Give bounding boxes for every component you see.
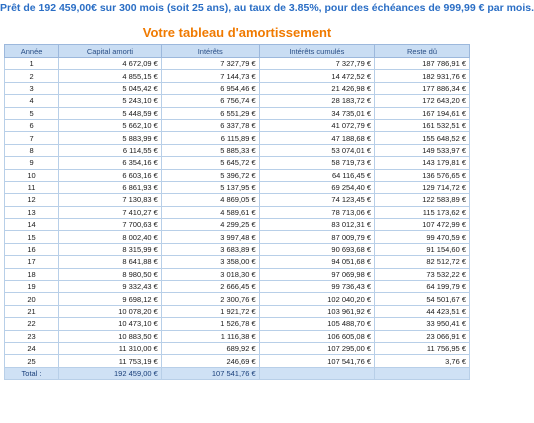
cell-year: 23 <box>5 330 59 342</box>
cell-remaining: 161 532,51 € <box>375 119 470 131</box>
cell-cumulative-interest: 47 188,68 € <box>259 132 374 144</box>
cell-remaining: 99 470,59 € <box>375 231 470 243</box>
cell-capital: 10 078,20 € <box>59 305 162 317</box>
cell-year: 18 <box>5 268 59 280</box>
header-remaining: Reste dû <box>375 45 470 58</box>
table-row <box>5 95 470 107</box>
amortization-table <box>4 44 470 380</box>
cell-cumulative-interest: 78 713,06 € <box>259 206 374 218</box>
cell-capital: 5 448,59 € <box>59 107 162 119</box>
cell-capital: 7 410,27 € <box>59 206 162 218</box>
table-row <box>5 132 470 144</box>
cell-remaining: 82 512,72 € <box>375 256 470 268</box>
cell-remaining: 167 194,61 € <box>375 107 470 119</box>
table-row <box>5 70 470 82</box>
table-body <box>5 58 470 368</box>
total-row <box>5 367 470 379</box>
cell-cumulative-interest: 99 736,43 € <box>259 281 374 293</box>
cell-interest: 2 300,76 € <box>161 293 259 305</box>
cell-capital: 9 698,12 € <box>59 293 162 305</box>
cell-cumulative-interest: 28 183,72 € <box>259 95 374 107</box>
cell-year: 5 <box>5 107 59 119</box>
cell-interest: 5 645,72 € <box>161 157 259 169</box>
cell-cumulative-interest: 90 693,68 € <box>259 243 374 255</box>
table-row <box>5 318 470 330</box>
cell-interest: 5 137,95 € <box>161 181 259 193</box>
cell-capital: 5 243,10 € <box>59 95 162 107</box>
cell-interest: 3 683,89 € <box>161 243 259 255</box>
total-label: Total : <box>5 367 59 379</box>
table-row <box>5 157 470 169</box>
cell-year: 8 <box>5 144 59 156</box>
cell-interest: 1 116,38 € <box>161 330 259 342</box>
cell-cumulative-interest: 53 074,01 € <box>259 144 374 156</box>
cell-interest: 3 997,48 € <box>161 231 259 243</box>
cell-remaining: 11 756,95 € <box>375 342 470 354</box>
cell-capital: 5 883,99 € <box>59 132 162 144</box>
cell-year: 1 <box>5 58 59 70</box>
table-row <box>5 206 470 218</box>
cell-remaining: 54 501,67 € <box>375 293 470 305</box>
cell-interest: 6 756,74 € <box>161 95 259 107</box>
cell-remaining: 182 931,76 € <box>375 70 470 82</box>
cell-remaining: 149 533,97 € <box>375 144 470 156</box>
cell-cumulative-interest: 7 327,79 € <box>259 58 374 70</box>
cell-capital: 8 980,50 € <box>59 268 162 280</box>
cell-capital: 6 861,93 € <box>59 181 162 193</box>
table-row <box>5 268 470 280</box>
cell-remaining: 129 714,72 € <box>375 181 470 193</box>
cell-cumulative-interest: 69 254,40 € <box>259 181 374 193</box>
cell-remaining: 177 886,34 € <box>375 82 470 94</box>
header-cumulative-interest: Intérêts cumulés <box>259 45 374 58</box>
cell-interest: 6 115,89 € <box>161 132 259 144</box>
cell-year: 12 <box>5 194 59 206</box>
cell-remaining: 107 472,99 € <box>375 219 470 231</box>
total-interest: 107 541,76 € <box>161 367 259 379</box>
cell-year: 9 <box>5 157 59 169</box>
total-empty-cell <box>375 367 470 379</box>
cell-interest: 7 144,73 € <box>161 70 259 82</box>
cell-capital: 5 662,10 € <box>59 119 162 131</box>
cell-year: 3 <box>5 82 59 94</box>
total-empty-cell <box>259 367 374 379</box>
table-row <box>5 342 470 354</box>
cell-interest: 2 666,45 € <box>161 281 259 293</box>
cell-year: 19 <box>5 281 59 293</box>
cell-capital: 9 332,43 € <box>59 281 162 293</box>
cell-remaining: 23 066,91 € <box>375 330 470 342</box>
cell-interest: 6 337,78 € <box>161 119 259 131</box>
page-title: Votre tableau d'amortissement <box>142 25 332 40</box>
cell-interest: 246,69 € <box>161 355 259 367</box>
table-row <box>5 82 470 94</box>
cell-cumulative-interest: 103 961,92 € <box>259 305 374 317</box>
cell-cumulative-interest: 41 072,79 € <box>259 119 374 131</box>
cell-remaining: 44 423,51 € <box>375 305 470 317</box>
cell-capital: 5 045,42 € <box>59 82 162 94</box>
cell-cumulative-interest: 97 069,98 € <box>259 268 374 280</box>
cell-interest: 4 589,61 € <box>161 206 259 218</box>
cell-year: 13 <box>5 206 59 218</box>
table-row <box>5 107 470 119</box>
table-row <box>5 293 470 305</box>
cell-cumulative-interest: 83 012,31 € <box>259 219 374 231</box>
table-row <box>5 231 470 243</box>
cell-year: 11 <box>5 181 59 193</box>
cell-capital: 8 641,88 € <box>59 256 162 268</box>
table-row <box>5 330 470 342</box>
cell-capital: 4 672,09 € <box>59 58 162 70</box>
cell-year: 7 <box>5 132 59 144</box>
cell-capital: 10 883,50 € <box>59 330 162 342</box>
cell-remaining: 122 583,89 € <box>375 194 470 206</box>
table-row <box>5 243 470 255</box>
table-row <box>5 305 470 317</box>
cell-year: 16 <box>5 243 59 255</box>
cell-cumulative-interest: 107 295,00 € <box>259 342 374 354</box>
cell-cumulative-interest: 107 541,76 € <box>259 355 374 367</box>
cell-capital: 6 114,55 € <box>59 144 162 156</box>
cell-year: 20 <box>5 293 59 305</box>
cell-year: 4 <box>5 95 59 107</box>
header-year: Année <box>5 45 59 58</box>
table-row <box>5 194 470 206</box>
cell-capital: 11 753,19 € <box>59 355 162 367</box>
cell-cumulative-interest: 87 009,79 € <box>259 231 374 243</box>
cell-remaining: 3,76 € <box>375 355 470 367</box>
cell-year: 21 <box>5 305 59 317</box>
cell-year: 22 <box>5 318 59 330</box>
cell-cumulative-interest: 74 123,45 € <box>259 194 374 206</box>
cell-cumulative-interest: 14 472,52 € <box>259 70 374 82</box>
table-row <box>5 169 470 181</box>
cell-interest: 3 358,00 € <box>161 256 259 268</box>
cell-remaining: 172 643,20 € <box>375 95 470 107</box>
cell-remaining: 33 950,41 € <box>375 318 470 330</box>
total-capital: 192 459,00 € <box>59 367 162 379</box>
cell-remaining: 187 786,91 € <box>375 58 470 70</box>
loan-summary: Prêt de 192 459,00€ sur 300 mois (soit 25 ans), au taux de 3.85%, pour des échéances de 999,99 € par mois. <box>0 2 534 14</box>
cell-capital: 8 315,99 € <box>59 243 162 255</box>
cell-interest: 7 327,79 € <box>161 58 259 70</box>
cell-year: 2 <box>5 70 59 82</box>
cell-interest: 5 396,72 € <box>161 169 259 181</box>
cell-interest: 6 954,46 € <box>161 82 259 94</box>
cell-interest: 6 551,29 € <box>161 107 259 119</box>
cell-year: 24 <box>5 342 59 354</box>
table-row <box>5 58 470 70</box>
cell-cumulative-interest: 58 719,73 € <box>259 157 374 169</box>
table-row <box>5 281 470 293</box>
cell-cumulative-interest: 105 488,70 € <box>259 318 374 330</box>
cell-year: 25 <box>5 355 59 367</box>
cell-interest: 4 869,05 € <box>161 194 259 206</box>
table-row <box>5 219 470 231</box>
cell-cumulative-interest: 94 051,68 € <box>259 256 374 268</box>
cell-interest: 1 921,72 € <box>161 305 259 317</box>
header-capital: Capital amorti <box>59 45 162 58</box>
cell-year: 10 <box>5 169 59 181</box>
cell-year: 17 <box>5 256 59 268</box>
cell-interest: 5 885,33 € <box>161 144 259 156</box>
cell-capital: 6 354,16 € <box>59 157 162 169</box>
cell-remaining: 73 532,22 € <box>375 268 470 280</box>
table-row <box>5 144 470 156</box>
table-header-row <box>5 45 470 58</box>
cell-interest: 689,92 € <box>161 342 259 354</box>
cell-capital: 6 603,16 € <box>59 169 162 181</box>
cell-remaining: 64 199,79 € <box>375 281 470 293</box>
cell-capital: 4 855,15 € <box>59 70 162 82</box>
header-interest: Intérêts <box>161 45 259 58</box>
cell-remaining: 143 179,81 € <box>375 157 470 169</box>
cell-capital: 7 130,83 € <box>59 194 162 206</box>
cell-remaining: 136 576,65 € <box>375 169 470 181</box>
table-row <box>5 119 470 131</box>
cell-year: 15 <box>5 231 59 243</box>
cell-year: 14 <box>5 219 59 231</box>
cell-cumulative-interest: 64 116,45 € <box>259 169 374 181</box>
cell-capital: 8 002,40 € <box>59 231 162 243</box>
cell-cumulative-interest: 34 735,01 € <box>259 107 374 119</box>
table-row <box>5 256 470 268</box>
cell-capital: 7 700,63 € <box>59 219 162 231</box>
cell-interest: 4 299,25 € <box>161 219 259 231</box>
table-row <box>5 355 470 367</box>
table-row <box>5 181 470 193</box>
cell-cumulative-interest: 102 040,20 € <box>259 293 374 305</box>
cell-year: 6 <box>5 119 59 131</box>
cell-cumulative-interest: 106 605,08 € <box>259 330 374 342</box>
cell-cumulative-interest: 21 426,98 € <box>259 82 374 94</box>
cell-capital: 11 310,00 € <box>59 342 162 354</box>
cell-remaining: 91 154,60 € <box>375 243 470 255</box>
cell-interest: 1 526,78 € <box>161 318 259 330</box>
cell-interest: 3 018,30 € <box>161 268 259 280</box>
cell-remaining: 115 173,62 € <box>375 206 470 218</box>
cell-remaining: 155 648,52 € <box>375 132 470 144</box>
cell-capital: 10 473,10 € <box>59 318 162 330</box>
